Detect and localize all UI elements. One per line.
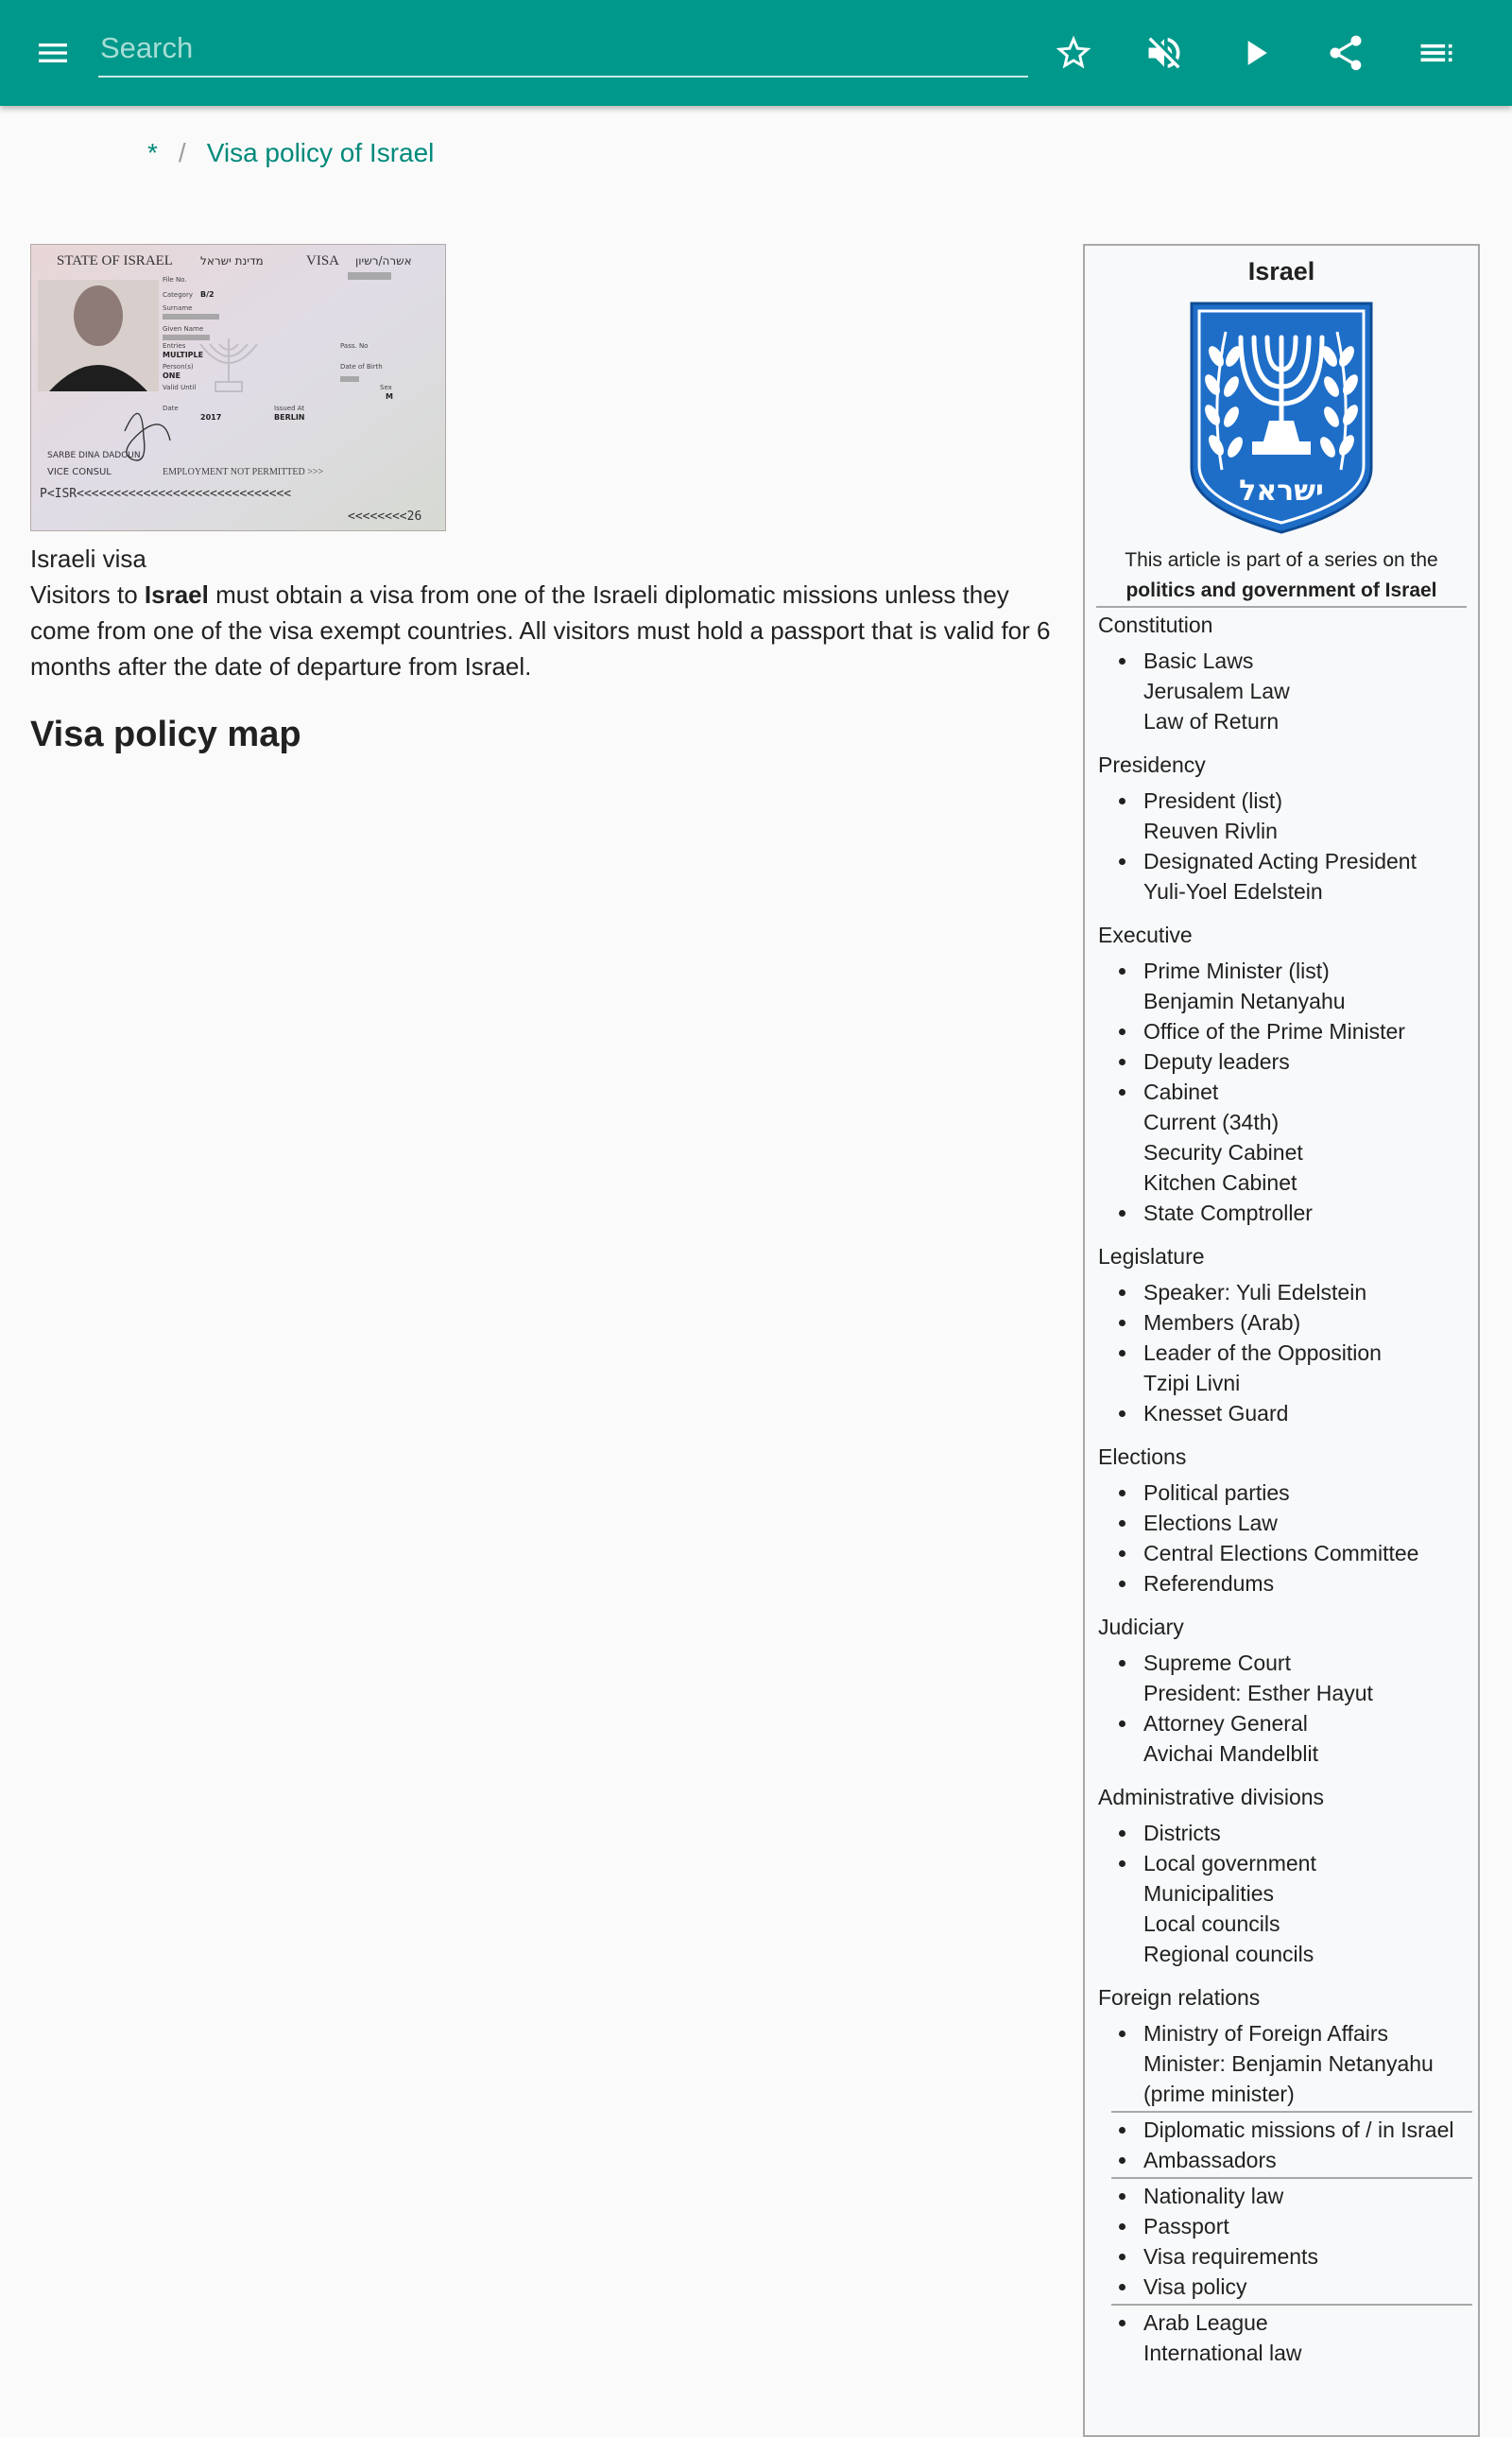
infobox-group [1085,1442,1478,1599]
infobox-link[interactable]: International law [1143,2341,1302,2365]
infobox-link[interactable]: Local councils [1143,1911,1280,1936]
infobox-link[interactable]: Visa policy [1143,2272,1478,2302]
infobox-group-title: Foreign relations [1098,1985,1261,2010]
infobox-link[interactable]: Local government [1143,1848,1478,1878]
infobox-list [1098,786,1478,907]
image-caption: Israeli visa [30,544,146,573]
infobox-link[interactable]: Designated Acting President [1143,846,1478,876]
app-bar [0,0,1512,106]
infobox-link[interactable]: Basic Laws [1143,646,1478,676]
infobox-group-title: Presidency [1098,752,1206,777]
infobox-group [1085,610,1478,736]
toc-icon [1416,32,1457,74]
intro-text: must obtain a visa from one of the Israeli diplomatic missions unless they come from one of the visa exempt countries. All visitors must hold a passport that is valid for 6 months after the date of departure from Israel. [30,580,1051,681]
infobox-link[interactable]: Cabinet [1143,1077,1478,1107]
visa-employment: EMPLOYMENT NOT PERMITTED >>> [163,467,324,477]
infobox-group [1085,920,1478,1228]
visa-mrz-line-2: <<<<<<<<26 [348,510,422,524]
visa-title-text: VISA [306,253,340,268]
infobox-group-title: Constitution [1098,613,1213,637]
infobox-link[interactable]: Kitchen Cabinet [1143,1170,1297,1195]
infobox-group [1085,1241,1478,1428]
svg-text:Valid Until: Valid Until [163,384,197,391]
infobox-link[interactable]: Diplomatic missions of / in Israel [1143,2115,1478,2145]
infobox-link[interactable]: Office of the Prime Minister [1143,1016,1478,1046]
emblem-of-israel-icon[interactable] [1182,300,1381,536]
share-icon [1325,32,1366,74]
breadcrumb [147,138,434,168]
infobox-list [1098,1478,1478,1599]
infobox-link[interactable]: Minister: Benjamin Netanyahu (prime minister) [1143,2051,1434,2106]
infobox-link[interactable]: Political parties [1143,1478,1478,1508]
infobox-link[interactable]: Supreme Court [1143,1648,1478,1678]
visa-consul-name: SARBE DINA DADOUN [47,451,141,460]
infobox-link[interactable]: State Comptroller [1143,1198,1478,1228]
infobox-link[interactable]: Jerusalem Law [1143,679,1290,703]
infobox-group-title: Executive [1098,923,1193,947]
visa-persons: ONE [163,372,180,380]
play-icon [1234,32,1276,74]
infobox-link[interactable]: Reuven Rivlin [1143,819,1278,843]
visa-title-hebrew: אשרה/רשיון [355,254,412,268]
infobox-link[interactable]: Yuli-Yoel Edelstein [1143,879,1323,904]
visa-state-text: STATE OF ISRAEL [57,253,173,268]
visa-category: B/2 [200,290,215,299]
infobox-link[interactable]: Ambassadors [1143,2145,1478,2175]
infobox-list [1098,2018,1478,2368]
menu-icon [34,34,72,72]
visa-mrz-line-1: P<ISR<<<<<<<<<<<<<<<<<<<<<<<<<<<<< [40,487,292,501]
infobox-group-title: Elections [1098,1444,1187,1469]
infobox-group-title: Administrative divisions [1098,1785,1325,1809]
infobox-list [1098,956,1478,1228]
intro-bold-israel[interactable]: Israel [144,580,209,609]
search-input[interactable] [98,21,1032,76]
infobox-link[interactable]: Knesset Guard [1143,1398,1478,1428]
infobox-list [1098,1818,1478,1969]
visa-sex: M [386,392,393,401]
series-line: This article is part of a series on the [1125,549,1438,571]
section-heading: Visa policy map [30,715,301,754]
infobox-link[interactable]: President (list) [1143,786,1478,816]
infobox-link[interactable]: Attorney General [1143,1708,1478,1738]
infobox-group [1085,1982,1478,2368]
infobox-link[interactable]: Ministry of Foreign Affairs [1143,2018,1478,2048]
infobox-link[interactable]: Referendums [1143,1568,1478,1599]
infobox-list-divider [1111,2111,1472,2113]
intro-prefix: Visitors to [30,580,145,609]
series-link[interactable]: politics and government of Israel [1125,579,1437,601]
infobox-group [1085,1612,1478,1769]
infobox-link[interactable]: Municipalities [1143,1881,1275,1906]
contents-button[interactable] [1399,0,1474,106]
infobox-link[interactable]: Central Elections Committee [1143,1538,1478,1568]
visa-state-hebrew: מדינת ישראל [200,254,264,268]
infobox-link[interactable]: Prime Minister (list) [1143,956,1478,986]
play-button[interactable] [1217,0,1293,106]
visa-entries: MULTIPLE [163,351,204,359]
infobox-list-divider [1111,2304,1472,2306]
svg-text:Date: Date [163,405,179,412]
infobox-link[interactable]: Elections Law [1143,1508,1478,1538]
infobox [1083,244,1480,2437]
infobox-link[interactable]: Avichai Mandelblit [1143,1741,1318,1766]
infobox-divider [1096,606,1467,608]
infobox-link[interactable]: Arab League [1143,2307,1478,2338]
infobox-link[interactable]: Leader of the Opposition [1143,1338,1478,1368]
infobox-link[interactable]: Tzipi Livni [1143,1371,1241,1395]
mute-button[interactable] [1126,0,1202,106]
infobox-title: Israel [1247,257,1315,285]
volume-off-icon [1143,32,1185,74]
infobox-link[interactable]: Benjamin Netanyahu [1143,989,1346,1013]
infobox-groups [1085,610,1478,2368]
svg-text:Issued At: Issued At [274,405,305,412]
breadcrumb-current[interactable]: Visa policy of Israel [206,138,435,167]
emblem-hebrew-text: ישראל [1239,475,1324,508]
intro-paragraph [30,577,1060,684]
infobox-list [1098,646,1478,736]
infobox-link[interactable]: Speaker: Yuli Edelstein [1143,1277,1478,1307]
infobox-link[interactable]: Nationality law [1143,2181,1478,2211]
svg-text:Surname: Surname [163,304,193,312]
breadcrumb-home[interactable]: * [147,138,158,167]
menu-button[interactable] [15,0,91,106]
infobox-link[interactable]: Regional councils [1143,1942,1314,1966]
infobox-list-divider [1111,2177,1472,2179]
infobox-link[interactable]: Current (34th) [1143,1110,1280,1134]
breadcrumb-separator: / [178,138,186,167]
infobox-list [1098,1277,1478,1428]
infobox-group-title: Judiciary [1098,1615,1184,1639]
infobox-link[interactable]: Deputy leaders [1143,1046,1478,1077]
infobox-group [1085,1782,1478,1969]
bookmark-button[interactable] [1036,0,1111,106]
svg-text:Entries: Entries [163,342,186,350]
star-icon [1053,32,1094,74]
visa-year: 2017 [200,413,222,422]
share-button[interactable] [1308,0,1383,106]
israeli-visa-image[interactable] [30,244,446,531]
svg-text:Given Name: Given Name [163,325,204,333]
series-note [1085,545,1478,606]
visa-consul: VICE CONSUL [47,467,112,477]
svg-text:File No.: File No. [163,276,187,284]
infobox-link[interactable]: Visa requirements [1143,2241,1478,2272]
svg-text:Sex: Sex [380,384,392,391]
infobox-link[interactable]: Passport [1143,2211,1478,2241]
svg-text:Person(s): Person(s) [163,363,194,371]
infobox-link[interactable]: Law of Return [1143,709,1280,734]
infobox-link[interactable]: Security Cabinet [1143,1140,1303,1165]
infobox-link[interactable]: President: Esther Hayut [1143,1681,1373,1705]
infobox-link[interactable]: Members (Arab) [1143,1307,1478,1338]
infobox-link[interactable]: Districts [1143,1818,1478,1848]
svg-text:Category: Category [163,291,193,299]
visa-issued-at: BERLIN [274,413,305,422]
infobox-group-title: Legislature [1098,1244,1205,1269]
infobox-list [1098,1648,1478,1769]
infobox-group [1085,750,1478,907]
search-field[interactable] [98,21,1028,78]
svg-text:Date of Birth: Date of Birth [340,363,383,371]
svg-text:Pass. No: Pass. No [340,342,369,350]
